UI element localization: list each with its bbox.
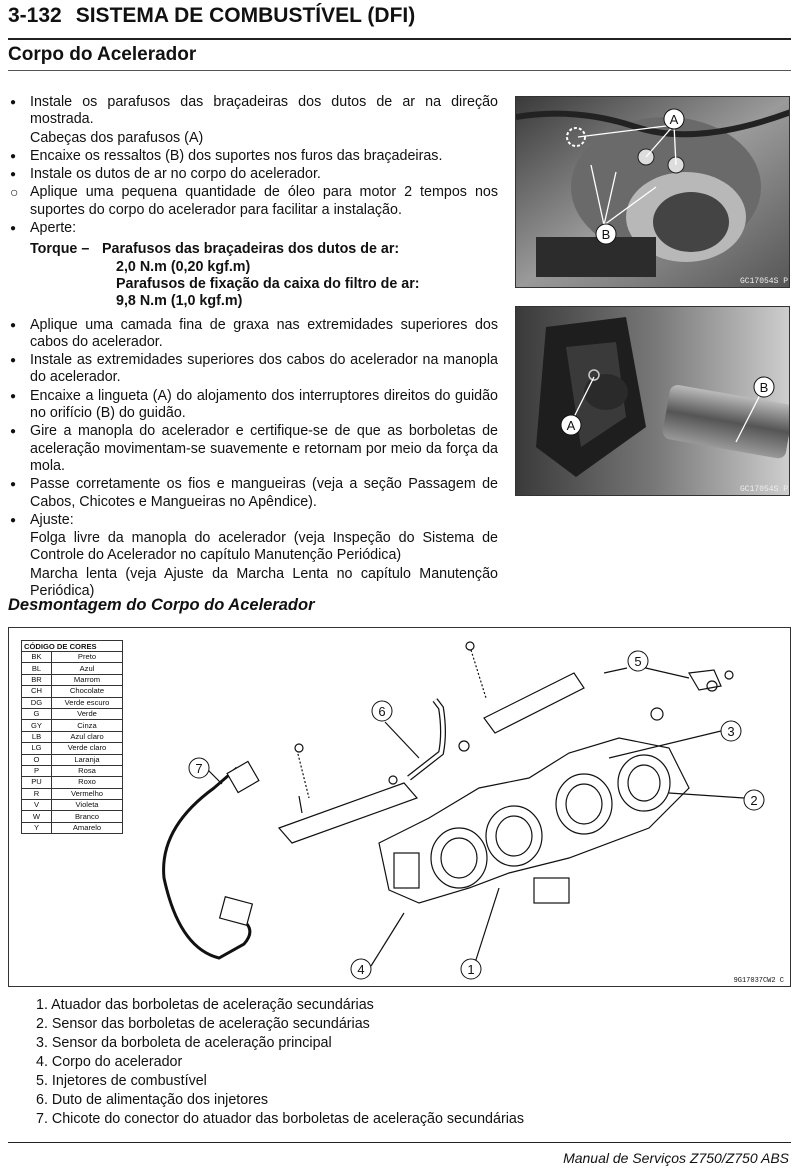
- bullet-icon: [10, 148, 16, 167]
- step-text: Passe corretamente os fios e mangueiras (veja a seção Passagem de Cabos, Chicotes e Mangueiras no Apêndice).: [30, 476, 498, 510]
- instruction-step: [8, 220, 498, 237]
- bullet-icon: [10, 512, 16, 531]
- step-text: Encaixe os ressaltos (B) dos suportes nos furos das braçadeiras.: [30, 147, 443, 164]
- color-code: LG: [22, 743, 52, 754]
- color-code: GY: [22, 720, 52, 731]
- color-code: CH: [22, 686, 52, 697]
- color-name: Azul claro: [52, 731, 123, 742]
- legend-item: 4. Corpo do acelerador: [36, 1054, 183, 1070]
- instruction-step: [8, 423, 498, 475]
- legend-item: 5. Injetores de combustível: [36, 1073, 207, 1089]
- color-name: Cinza: [52, 720, 123, 731]
- section-divider: [8, 70, 791, 71]
- page-number: 3-132: [8, 4, 62, 27]
- page-header: [8, 4, 791, 40]
- callout-4: 4: [357, 962, 365, 977]
- color-name: Vermelho: [52, 788, 123, 799]
- color-code: W: [22, 811, 52, 822]
- torque-item2-value: 9,8 N.m (1,0 kgf.m): [116, 293, 243, 310]
- circle-bullet-icon: [10, 184, 18, 201]
- color-code: LB: [22, 731, 52, 742]
- color-name: Rosa: [52, 765, 123, 776]
- color-name: Azul: [52, 663, 123, 674]
- color-code-title: CÓDIGO DE CORES: [22, 641, 123, 652]
- callout-7: 7: [195, 761, 203, 776]
- photo-switch-housing: [515, 306, 790, 496]
- photo2-callout-b: B: [759, 380, 769, 395]
- bullet-icon: [10, 423, 16, 442]
- color-name: Chocolate: [52, 686, 123, 697]
- color-code: BR: [22, 674, 52, 685]
- legend-item: 1. Atuador das borboletas de aceleração secundárias: [36, 997, 374, 1013]
- color-code: O: [22, 754, 52, 765]
- figure-code: 9G17037CW2 C: [733, 977, 784, 985]
- instruction-steps: [8, 94, 498, 601]
- bullet-icon: [10, 352, 16, 371]
- footer-divider: [8, 1142, 791, 1143]
- step-text: Cabeças dos parafusos (A): [30, 129, 204, 146]
- step-text: Folga livre da manopla do acelerador (veja Inspeção do Sistema de Controle do Acelerador no capítulo Manutenção Periódica): [30, 530, 498, 564]
- color-code: Y: [22, 822, 52, 833]
- color-name: Verde: [52, 708, 123, 719]
- photo1-code: GC17054S P: [739, 277, 788, 286]
- instruction-step: [8, 530, 498, 565]
- color-name: Verde escuro: [52, 697, 123, 708]
- diagram-drawing: [9, 628, 790, 986]
- color-code: R: [22, 788, 52, 799]
- page-footer: Manual de Serviços Z750/Z750 ABS: [563, 1150, 789, 1166]
- color-code: G: [22, 708, 52, 719]
- instruction-step: [8, 166, 498, 183]
- legend-item: 7. Chicote do conector do atuador das borboletas de aceleração secundárias: [36, 1111, 524, 1127]
- bullet-icon: [10, 388, 16, 407]
- photo2-code: GC17054S P: [739, 485, 788, 494]
- callout-6: 6: [378, 704, 386, 719]
- callout-2: 2: [750, 793, 758, 808]
- torque-item1-value: 2,0 N.m (0,20 kgf.m): [116, 258, 251, 275]
- step-text: Instale os dutos de ar no corpo do acelerador.: [30, 166, 321, 183]
- color-code: BK: [22, 652, 52, 663]
- color-code: PU: [22, 777, 52, 788]
- section-title: Corpo do Acelerador: [8, 44, 197, 65]
- legend-item: 3. Sensor da borboleta de aceleração principal: [36, 1035, 332, 1051]
- photo1-callout-b: B: [601, 227, 611, 242]
- step-text: Instale os parafusos das braçadeiras dos dutos de ar na direção mostrada.: [30, 94, 498, 128]
- instruction-step: [8, 184, 498, 219]
- color-name: Verde claro: [52, 743, 123, 754]
- instruction-step: [8, 388, 498, 423]
- instruction-step: [8, 94, 498, 129]
- color-name: Marrom: [52, 674, 123, 685]
- callout-5: 5: [634, 654, 642, 669]
- color-name: Roxo: [52, 777, 123, 788]
- bullet-icon: [10, 476, 16, 495]
- color-name: Branco: [52, 811, 123, 822]
- legend-item: 2. Sensor das borboletas de aceleração secundárias: [36, 1016, 370, 1032]
- color-code: DG: [22, 697, 52, 708]
- legend-item: 6. Duto de alimentação dos injetores: [36, 1092, 269, 1108]
- color-code: V: [22, 800, 52, 811]
- torque-item1-name: Parafusos das braçadeiras dos dutos de ar:: [102, 241, 400, 258]
- step-text: Ajuste:: [30, 511, 74, 528]
- step-text: Encaixe a lingueta (A) do alojamento dos interruptores direitos do guidão no orifício (B) do guidão.: [30, 387, 498, 422]
- photo2-callout-a: A: [566, 418, 576, 433]
- bullet-icon: [10, 220, 16, 239]
- instruction-step: [8, 512, 498, 529]
- photo-air-duct-clamps: [515, 96, 790, 288]
- diagram-legend: [36, 996, 524, 1129]
- bullet-icon: [10, 166, 16, 185]
- instruction-step: [8, 130, 498, 147]
- instruction-step: [8, 352, 498, 387]
- exploded-diagram: [8, 627, 791, 987]
- step-text: Aplique uma camada fina de graxa nas extremidades superiores dos cabos do acelerador.: [30, 316, 498, 350]
- photo1-callout-a: A: [669, 112, 679, 127]
- torque-item2-name: Parafusos de fixação da caixa do filtro de ar:: [116, 275, 420, 292]
- torque-label: Torque –: [30, 241, 90, 258]
- step-text: Instale as extremidades superiores dos cabos do acelerador na manopla do acelerador.: [30, 352, 498, 386]
- callout-1: 1: [467, 962, 475, 977]
- bullet-icon: [10, 94, 16, 113]
- step-text: Aperte:: [30, 220, 77, 237]
- color-name: Violeta: [52, 800, 123, 811]
- instruction-step: [8, 148, 498, 165]
- chapter-title: SISTEMA DE COMBUSTÍVEL (DFI): [75, 4, 416, 27]
- color-name: Preto: [52, 652, 123, 663]
- color-code: P: [22, 765, 52, 776]
- callout-3: 3: [727, 724, 735, 739]
- color-name: Laranja: [52, 754, 123, 765]
- instruction-step: [8, 317, 498, 352]
- step-text: Gire a manopla do acelerador e certifique-se de que as borboletas de aceleração movimentam-se suavemente e retornam por meio da força da mola.: [30, 423, 498, 474]
- step-text: Aplique uma pequena quantidade de óleo para motor 2 tempos nos suportes do corpo do acelerador para facilitar a instalação.: [30, 184, 498, 218]
- bullet-icon: [10, 317, 16, 336]
- color-name: Amarelo: [52, 822, 123, 833]
- torque-spec: [30, 241, 498, 310]
- color-code: BL: [22, 663, 52, 674]
- step-text: Marcha lenta (veja Ajuste da Marcha Lenta no capítulo Manutenção Periódica): [30, 565, 498, 600]
- subsection-title: Desmontagem do Corpo do Acelerador: [8, 596, 315, 614]
- instruction-step: [8, 476, 498, 511]
